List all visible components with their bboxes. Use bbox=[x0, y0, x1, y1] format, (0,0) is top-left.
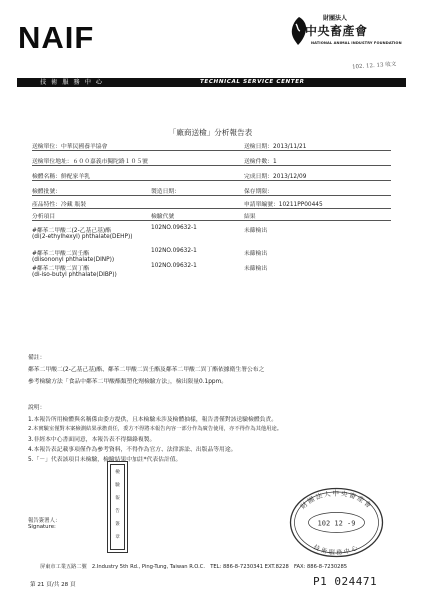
note-item: 4.本報告表記載事項僅作為參考資料，不得作為官方、法律訴訟、出版品等用途。 bbox=[28, 447, 237, 453]
row-item: #鄰苯二甲酸二異丁酯 bbox=[32, 266, 90, 272]
field-batch bbox=[32, 186, 61, 195]
field-label: 送檢單位： bbox=[32, 144, 61, 150]
note-item: 2.本實驗室僅對本案檢測結果承擔責任，委方不得將本報告內容一部分作為廣告使用，亦不得作為其他用途。 bbox=[28, 426, 283, 432]
rule bbox=[32, 195, 391, 196]
field-label: 製造日期： bbox=[151, 189, 180, 195]
org-prefix: 財團法人 bbox=[323, 15, 348, 22]
notes-label: 說明： bbox=[28, 405, 46, 411]
field-value: 2013/12/09 bbox=[273, 174, 307, 180]
page-number: 第 21 頁/共 28 頁 bbox=[30, 582, 76, 588]
signature-label bbox=[28, 516, 60, 530]
field-submit-date bbox=[244, 141, 306, 150]
field-address bbox=[32, 156, 148, 165]
stamp-inner-border bbox=[110, 464, 125, 550]
header-bar-cn: 技術服務中心 bbox=[40, 79, 108, 86]
field-sample-name bbox=[32, 171, 90, 180]
field-complete-date bbox=[244, 171, 306, 180]
report-title: 「廠商送檢」分析報告表 bbox=[168, 128, 253, 137]
field-value: 1 bbox=[273, 159, 277, 165]
header-bar-en: TECHNICAL SERVICE CENTER bbox=[200, 79, 305, 85]
signature-stamp bbox=[107, 461, 128, 553]
field-value: 2013/11/21 bbox=[273, 144, 307, 150]
table-row bbox=[32, 248, 152, 263]
row-item: #鄰苯二甲酸二異壬酯 bbox=[32, 251, 90, 257]
field-value: 中華民國養羊協會 bbox=[61, 144, 108, 150]
table-header-result: 結果 bbox=[244, 214, 256, 220]
table-row bbox=[32, 263, 152, 278]
field-application-no bbox=[244, 199, 323, 208]
stamp-char: 告 bbox=[115, 509, 120, 514]
field-label: 送檢單位地址： bbox=[32, 159, 73, 165]
row-code: 102NO.09632-1 bbox=[151, 248, 197, 254]
org-name-cn: 中央畜產會 bbox=[305, 24, 368, 38]
table-row bbox=[32, 225, 152, 240]
stamp-char: 簽 bbox=[115, 522, 120, 527]
row-result: 未篩檢出 bbox=[244, 251, 268, 257]
org-name-en: NATIONAL ANIMAL INDUSTRY FOUNDATION bbox=[311, 41, 402, 45]
remarks-line-2: 參考檢驗方法「食品中鄰苯二甲酸酯類塑化劑檢驗方法」，檢出限量0.1ppm。 bbox=[28, 379, 228, 385]
field-label: 檢體名稱： bbox=[32, 174, 61, 180]
stamp-char: 章 bbox=[115, 535, 120, 540]
serial-number: P1 024471 bbox=[313, 575, 378, 588]
official-seal bbox=[288, 486, 385, 559]
row-item-en: (di-iso-butyl phthalate(DIBP)) bbox=[32, 272, 117, 278]
rule bbox=[32, 180, 391, 181]
row-code: 102NO.09632-1 bbox=[151, 263, 197, 269]
row-item-en: (di(2-ethylhexyl) phthalate(DEHP)) bbox=[32, 234, 133, 240]
row-code: 102NO.09632-1 bbox=[151, 225, 197, 231]
seal-top-text: 財團法人中央畜產會 bbox=[299, 489, 374, 511]
field-manufacture-date bbox=[151, 186, 180, 195]
field-label: 產品特性： bbox=[32, 202, 61, 208]
seal-date: 102 12 -9 bbox=[317, 519, 356, 528]
rule bbox=[32, 208, 391, 209]
seal-bottom-text: 技術服務中心 bbox=[312, 543, 361, 557]
handwritten-received-note: 102. 12. 13 收文 bbox=[351, 61, 397, 71]
field-label: 完成日期： bbox=[244, 174, 273, 180]
field-sender bbox=[32, 141, 107, 150]
note-item: 3.非經本中心書面同意，本報告表不得擷錄複製。 bbox=[28, 437, 156, 443]
field-label: 送檢日期： bbox=[244, 144, 273, 150]
remarks-line-1: 鄰苯二甲酸二(2-乙基己基)酯、鄰苯二甲酸二異壬酯及鄰苯二甲酸二異丁酯依據衛生署公布之 bbox=[28, 367, 265, 373]
note-item: 1.本報告所用檢體與名稱係由委方提供，且本檢驗未涉及檢體抽樣，報告書僅對該送驗檢體負責。 bbox=[28, 417, 278, 423]
rule bbox=[32, 150, 391, 151]
naif-logo: NAIF bbox=[18, 20, 95, 55]
field-value: 10211PP00445 bbox=[278, 202, 323, 208]
row-item: #鄰苯二甲酸二(2-乙基己基)酯 bbox=[32, 228, 111, 234]
row-result: 未篩檢出 bbox=[244, 266, 268, 272]
field-label: 保存期限： bbox=[244, 189, 273, 195]
footer-address: 屏東市工業五路二號 2.Industry 5th Rd., Ping-Tung, Taiwan R.O.C. TEL: 886-8-7230341 EXT.8228 FAX: 886-8-7230285 bbox=[40, 564, 348, 570]
table-header-code: 檢驗代號 bbox=[151, 214, 175, 220]
field-value: ６００嘉義市獨陀路１０５號 bbox=[72, 159, 148, 165]
field-label: 送檢件數： bbox=[244, 159, 273, 165]
stamp-char: 檢 bbox=[115, 470, 120, 475]
note-item: 5.「－」代表該項目未檢驗，檢驗結果中加註*代表估計值。 bbox=[28, 457, 182, 463]
field-count bbox=[244, 156, 277, 165]
table-header-rule bbox=[32, 220, 391, 221]
row-result: 未篩檢出 bbox=[244, 228, 268, 234]
field-value: 冷藏 瓶裝 bbox=[61, 202, 87, 208]
signature-label-en: Signature: bbox=[28, 524, 56, 530]
field-shelf-life bbox=[244, 186, 273, 195]
rule bbox=[32, 165, 391, 166]
remarks-label: 備註： bbox=[28, 355, 46, 361]
field-label: 申請單編號： bbox=[244, 202, 279, 208]
field-characteristics bbox=[32, 199, 86, 208]
table-header-item: 分析項目 bbox=[32, 214, 56, 220]
field-label: 檢體批號： bbox=[32, 189, 61, 195]
stamp-char: 報 bbox=[115, 496, 120, 501]
signature-label-cn: 報告簽署人： bbox=[28, 518, 61, 524]
svg-text:財團法人中央畜產會 bbox=[298, 489, 374, 511]
stamp-char: 驗 bbox=[115, 483, 120, 488]
field-value: 鮮配家羊乳 bbox=[61, 174, 90, 180]
row-item-en: (diisononyl phthalate(DINP)) bbox=[32, 257, 115, 263]
